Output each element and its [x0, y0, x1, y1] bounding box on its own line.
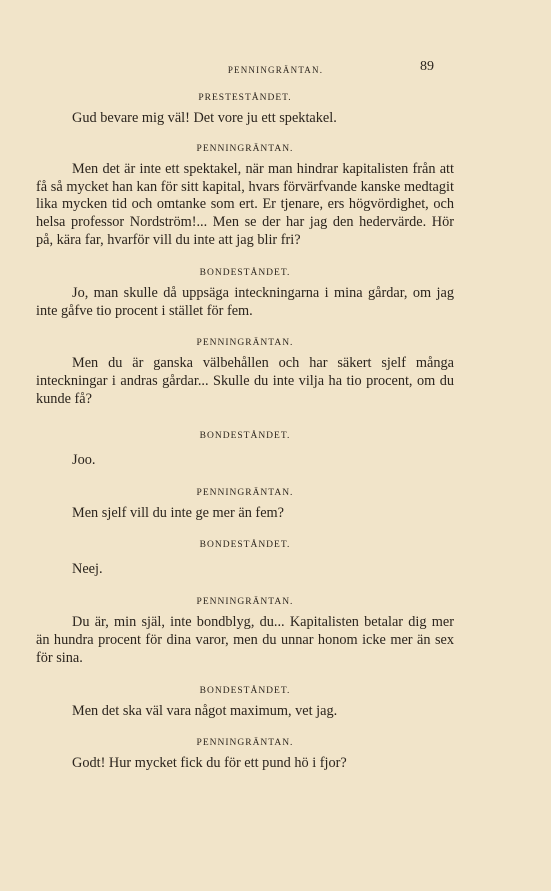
dialogue-block	[36, 267, 454, 321]
speaker-label: PENNINGRÄNTAN.	[196, 338, 294, 349]
dialogue-block	[36, 92, 454, 128]
dialogue-block	[36, 596, 454, 667]
speaker-label: PENNINGRÄNTAN.	[196, 738, 294, 749]
dialogue-block	[36, 539, 454, 579]
speaker-label: BONDESTÅNDET.	[199, 267, 291, 278]
speech-text: Godt! Hur mycket fick du för ett pund hö i fjor?	[72, 755, 347, 772]
speech-text: Men det ska väl vara något maximum, vet jag.	[72, 702, 338, 719]
dialogue-block	[36, 685, 454, 721]
speech-text: Du är, min själ, inte bondblyg, du... Kapitalisten betalar dig mer än hundra procent för dina varor, men du unnar honom icke mer än sex för sina.	[36, 614, 454, 666]
speaker-label: PENNINGRÄNTAN.	[196, 143, 294, 154]
speaker-label: BONDESTÅNDET.	[199, 540, 291, 551]
running-head: PENNINGRÄNTAN.	[227, 65, 324, 75]
speaker-label: PRESTESTÅNDET.	[198, 93, 292, 103]
speech-text: Jo, man skulle då uppsäga inteckningarna i mina gårdar, om jag inte gåfve tio procent i stället för fem.	[36, 284, 454, 319]
speech-text: Gud bevare mig väl! Det vore ju ett spektakel.	[72, 110, 337, 126]
speaker-label: PENNINGRÄNTAN.	[196, 597, 294, 608]
speech-text: Joo.	[72, 451, 96, 468]
dialogue-block	[36, 430, 454, 470]
dialogue-block	[36, 143, 454, 250]
speech-text: Men sjelf vill du inte ge mer än fem?	[72, 504, 285, 521]
dialogue-block	[36, 487, 454, 523]
page-number: 89	[420, 59, 434, 74]
speaker-label: PENNINGRÄNTAN.	[196, 487, 294, 498]
speaker-label: BONDESTÅNDET.	[199, 430, 291, 441]
speech-text: Men det är inte ett spektakel, när man hindrar kapitalisten från att få så mycket han kan för sitt kapital, hvars förvärfvande kanske medtagit lika mycken tid och omtanke som ert. Er tjenare, ers högvördighet, och helsa professor Nordström!... Men se der har jag den hedervärde. Hör på, kära far, hvarför vill du inte att jag blir fri?	[36, 160, 454, 248]
dialogue-block	[36, 337, 454, 408]
speech-text: Neej.	[72, 561, 103, 578]
speech-text: Men du är ganska välbehållen och har säkert sjelf många inteckningar i andras gårdar... Skulle du inte vilja ha tio procent, om du kunde få?	[36, 355, 454, 407]
speaker-label: BONDESTÅNDET.	[199, 685, 291, 696]
dialogue-block	[36, 737, 454, 773]
dialogue-body	[36, 92, 454, 790]
